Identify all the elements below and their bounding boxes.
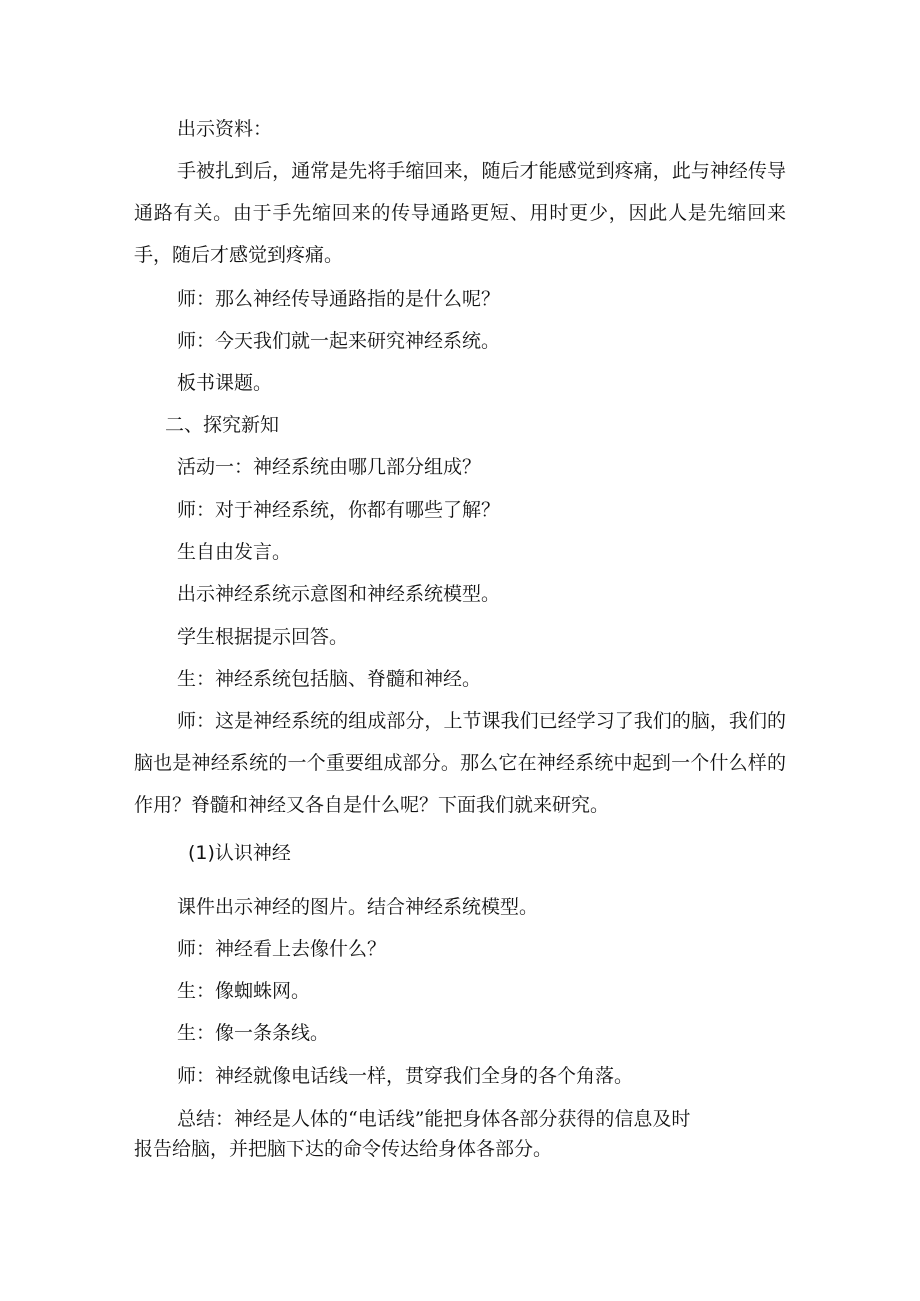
- paragraph-teacher-ask: 师：对于神经系统，你都有哪些了解？: [177, 499, 501, 521]
- paragraph-material-text: [134, 150, 786, 276]
- explain-text: 师：这是神经系统的组成部分，上节课我们已经学习了我们的脑，我们的脑也是神经系统的一个重要组成部分。那么它在神经系统中起到一个什么样的作用？脊髓和神经又各自是什么呢？下面我们就来研究。: [134, 710, 786, 816]
- paragraph-teacher-explain: [134, 700, 786, 826]
- paragraph-students-answer: 学生根据提示回答。: [177, 626, 349, 648]
- paragraph-student-reply: 生：神经系统包括脑、脊髓和神经。: [177, 668, 482, 690]
- paragraph-summary-line-2: 报告给脑，并把脑下达的命令传达给身体各部分。: [134, 1138, 553, 1160]
- paragraph-teacher-question: 师：那么神经传导通路指的是什么呢？: [177, 288, 501, 310]
- material-text: 手被扎到后，通常是先将手缩回来，随后才能感觉到疼痛，此与神经传导通路有关。由于手先缩回来的传导通路更短、用时更少，因此人是先缩回来手，随后才感觉到疼痛。: [134, 160, 786, 266]
- paragraph-student-lines: 生：像一条条线。: [177, 1022, 330, 1044]
- paragraph-activity-one: 活动一：神经系统由哪几部分组成？: [177, 456, 482, 478]
- paragraph-summary-line-1: 总结：神经是人体的“电话线”能把身体各部分获得的信息及时: [177, 1108, 691, 1130]
- paragraph-teacher-phone-line: 师：神经就像电话线一样，贯穿我们全身的各个角落。: [177, 1065, 634, 1087]
- subheading-know-nerves: (1)认识神经: [188, 842, 291, 864]
- paragraph-students-speak: 生自由发言。: [177, 541, 292, 563]
- paragraph-show-diagram: 出示神经系统示意图和神经系统模型。: [177, 583, 501, 605]
- paragraph-board-title: 板书课题。: [177, 372, 273, 394]
- paragraph-teacher-look-like: 师：神经看上去像什么？: [177, 938, 387, 960]
- paragraph-show-material: 出示资料：: [177, 118, 273, 140]
- section-heading: 二、探究新知: [165, 414, 280, 436]
- paragraph-show-nerve-picture: 课件出示神经的图片。结合神经系统模型。: [177, 896, 539, 918]
- paragraph-student-spider-web: 生：像蜘蛛网。: [177, 980, 311, 1002]
- paragraph-teacher-intro: 师：今天我们就一起来研究神经系统。: [177, 330, 501, 352]
